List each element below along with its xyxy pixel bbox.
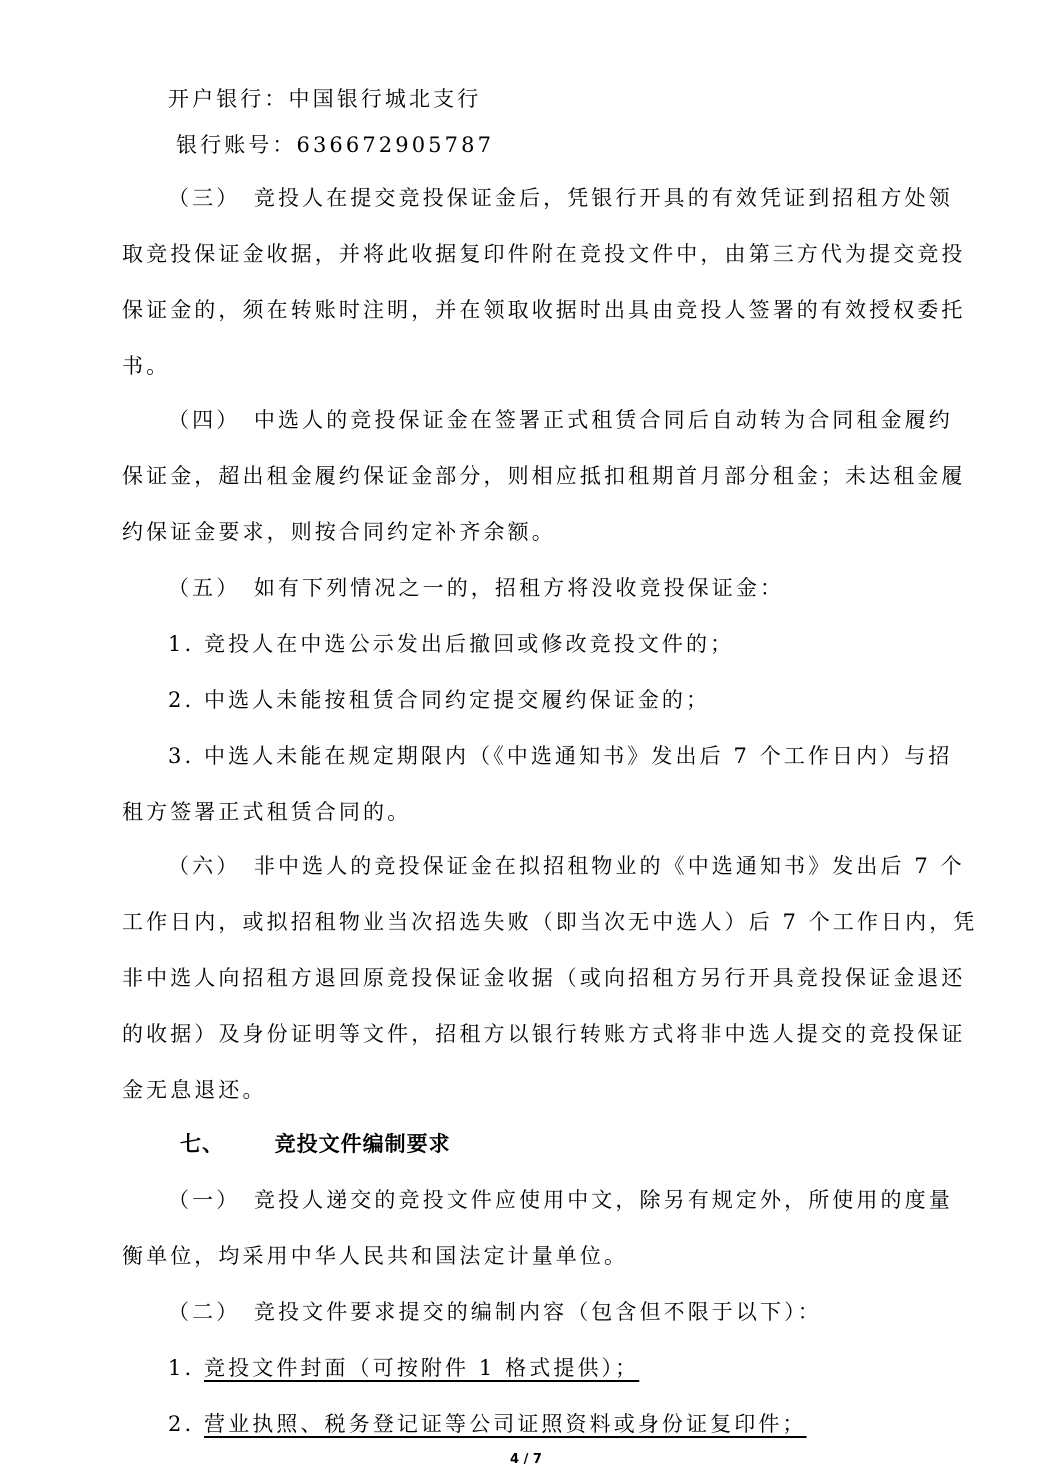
- section-3-line: 书。: [122, 354, 171, 378]
- section-7-2-item: [168, 1358, 942, 1379]
- section-5-item: 1. 竞投人在中选公示发出后撤回或修改竞投文件的；: [168, 632, 735, 656]
- heading-number: 七、: [180, 1132, 224, 1156]
- section-7-2-intro: （二） 竞投文件要求提交的编制内容（包含但不限于以下）：: [168, 1300, 822, 1324]
- section-6-line: 金无息退还。: [122, 1078, 267, 1102]
- section-6-line: 的收据）及身份证明等文件，招租方以银行转账方式将非中选人提交的竞投保证: [122, 1022, 966, 1046]
- section-4-line: 保证金，超出租金履约保证金部分，则相应抵扣租期首月部分租金；未达租金履: [122, 464, 966, 488]
- section-7-1-line: （一） 竞投人递交的竞投文件应使用中文，除另有规定外，所使用的度量: [168, 1188, 953, 1212]
- section-5-item: 3. 中选人未能在规定期限内（《中选通知书》发出后 7 个工作日内）与招: [168, 744, 953, 768]
- bank-name-line: 开户银行：中国银行城北支行: [168, 87, 482, 111]
- section-7-1-line: 衡单位，均采用中华人民共和国法定计量单位。: [122, 1244, 629, 1268]
- item-number: 2.: [168, 1412, 195, 1436]
- bank-account-line: 银行账号：636672905787: [176, 133, 495, 157]
- section-heading-7: [180, 1134, 942, 1155]
- section-3-line: 保证金的，须在转账时注明，并在领取收据时出具由竞投人签署的有效授权委托: [122, 298, 966, 322]
- section-3-line: 取竞投保证金收据，并将此收据复印件附在竞投文件中，由第三方代为提交竞投: [122, 242, 966, 266]
- section-3-line: （三） 竞投人在提交竞投保证金后，凭银行开具的有效凭证到招租方处领: [168, 186, 953, 210]
- section-5-intro: （五） 如有下列情况之一的，招租方将没收竞投保证金：: [168, 576, 785, 600]
- section-4-line: （四） 中选人的竞投保证金在签署正式租赁合同后自动转为合同租金履约: [168, 408, 953, 432]
- section-5-item: 2. 中选人未能按租赁合同约定提交履约保证金的；: [168, 688, 711, 712]
- section-6-line: （六） 非中选人的竞投保证金在拟招租物业的《中选通知书》发出后 7 个: [168, 854, 965, 878]
- item-text: 营业执照、税务登记证等公司证照资料或身份证复印件；: [204, 1412, 807, 1436]
- heading-title: 竞投文件编制要求: [274, 1132, 451, 1156]
- section-5-item: 租方签署正式租赁合同的。: [122, 800, 412, 824]
- item-text: 竞投文件封面（可按附件 1 格式提供）；: [204, 1356, 640, 1380]
- section-7-2-item: [168, 1414, 942, 1435]
- section-4-line: 约保证金要求，则按合同约定补齐余额。: [122, 520, 556, 544]
- item-number: 1.: [168, 1356, 195, 1380]
- page-number: 4 / 7: [510, 1452, 542, 1467]
- section-6-line: 非中选人向招租方退回原竞投保证金收据（或向招租方另行开具竞投保证金退还: [122, 966, 966, 990]
- section-6-line: 工作日内，或拟招租物业当次招选失败（即当次无中选人）后 7 个工作日内，凭: [122, 910, 978, 934]
